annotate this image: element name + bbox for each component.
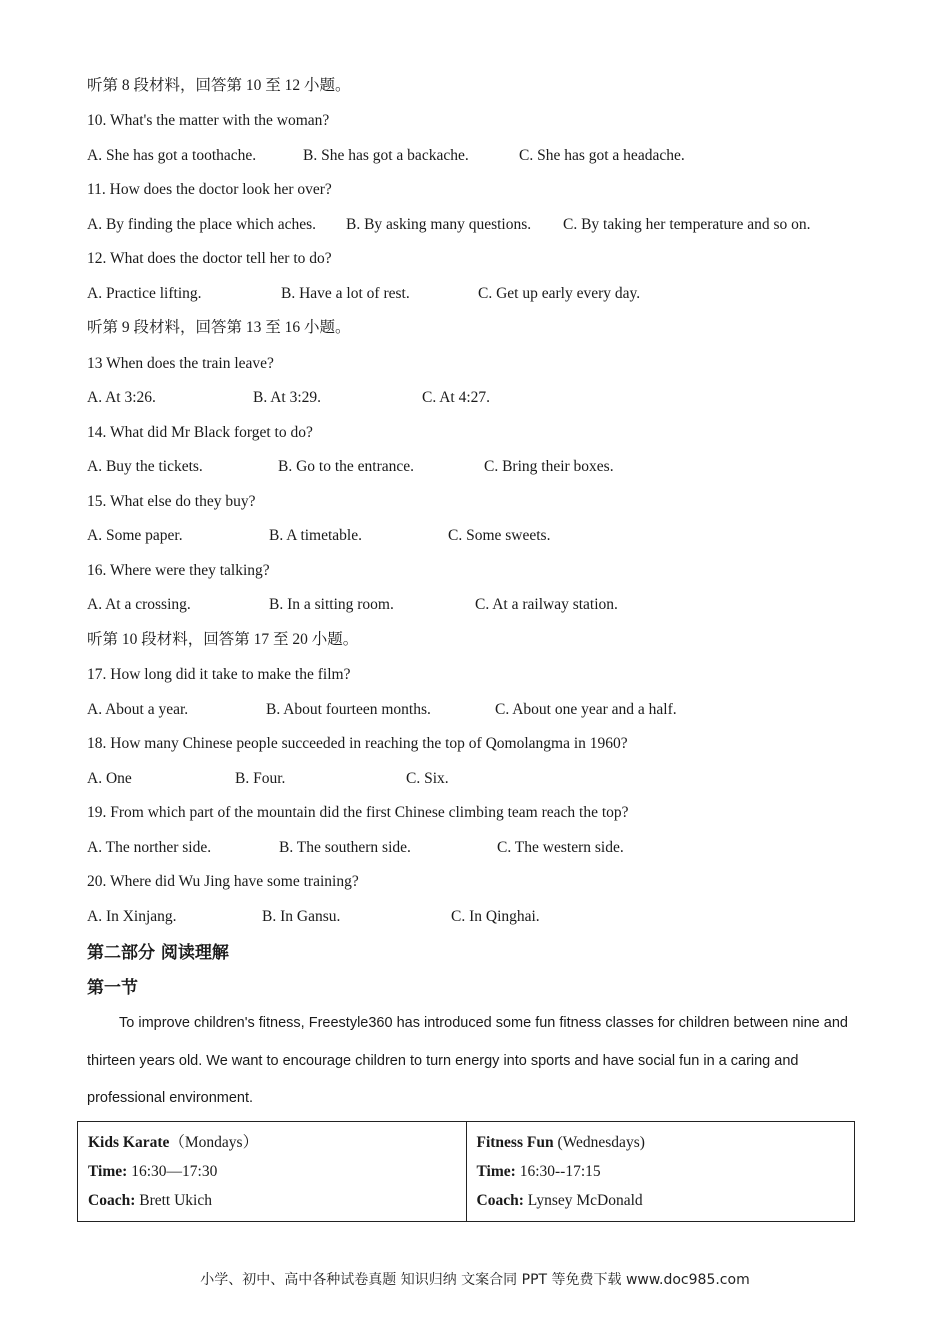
option-c: C. Get up early every day. [478,285,641,302]
option-a: A. Some paper. [87,527,183,544]
part-2-title: 第二部分 阅读理解 [87,943,229,963]
option-c: C. At a railway station. [475,596,618,613]
section-8-header: 听第 8 段材料，回答第 10 至 12 小题。 [87,77,351,94]
option-a: A. At a crossing. [87,596,191,613]
kids-karate-cell [78,1122,467,1222]
option-b: B. She has got a backache. [303,147,469,164]
option-a: A. In Xinjang. [87,908,177,925]
option-b: B. Four. [235,770,286,787]
class-coach: Brett Ukich [135,1192,212,1209]
page-footer: 小学、初中、高中各种试卷真题 知识归纳 文案合同 PPT 等免费下载 www.doc985.com [200,1272,750,1288]
option-c: C. At 4:27. [422,389,491,406]
classes-table [77,1121,855,1222]
question-12-stem: 12. What does the doctor tell her to do? [87,250,332,267]
question-14-stem: 14. What did Mr Black forget to do? [87,424,313,441]
class-time: 16:30—17:30 [127,1163,218,1180]
question-11-stem: 11. How does the doctor look her over? [87,181,332,198]
class-name: Kids Karate [88,1134,170,1151]
question-20-stem: 20. Where did Wu Jing have some training? [87,873,359,890]
option-c: C. About one year and a half. [495,701,677,718]
question-19-stem: 19. From which part of the mountain did the first Chinese climbing team reach the top? [87,804,629,821]
option-c: C. Six. [406,770,449,787]
coach-label: Coach: [476,1192,524,1209]
option-b: B. The southern side. [279,839,411,856]
coach-label: Coach: [88,1192,136,1209]
option-b: B. About fourteen months. [266,701,431,718]
option-a: A. By finding the place which aches. [87,216,316,233]
question-10-stem: 10. What's the matter with the woman? [87,112,330,129]
option-b: B. Have a lot of rest. [281,285,410,302]
option-a: A. At 3:26. [87,389,156,406]
question-13-stem: 13 When does the train leave? [87,355,274,372]
section-1-title: 第一节 [87,978,138,998]
intro-paragraph: To improve children's fitness, Freestyle360 has introduced some fun fitness classes for children between nine and thirteen years old. We want to encourage children to turn energy into sports and have social fun in a caring and professional environment. [87,1015,848,1106]
option-c: C. By taking her temperature and so on. [563,216,811,233]
option-b: B. In Gansu. [262,908,341,925]
option-c: C. She has got a headache. [519,147,685,164]
option-b: B. Go to the entrance. [278,458,415,475]
option-a: A. Buy the tickets. [87,458,203,475]
option-c: C. Bring their boxes. [484,458,614,475]
class-day: (Wednesdays) [553,1134,645,1151]
time-label: Time: [88,1163,128,1180]
question-18-stem: 18. How many Chinese people succeeded in reaching the top of Qomolangma in 1960? [87,735,628,752]
class-name: Fitness Fun [476,1134,554,1151]
option-a: A. One [87,770,132,787]
option-a: A. The norther side. [87,839,212,856]
class-time: 16:30--17:15 [515,1163,601,1180]
question-17-stem: 17. How long did it take to make the film? [87,666,351,683]
option-b: B. A timetable. [269,527,362,544]
option-a: A. Practice lifting. [87,285,202,302]
option-a: A. About a year. [87,701,189,718]
option-b: B. By asking many questions. [346,216,532,233]
question-16-stem: 16. Where were they talking? [87,562,270,579]
time-label: Time: [476,1163,516,1180]
section-9-header: 听第 9 段材料，回答第 13 至 16 小题。 [87,319,351,336]
option-b: B. At 3:29. [253,389,322,406]
option-c: C. Some sweets. [448,527,551,544]
option-c: C. In Qinghai. [451,908,540,925]
class-day: （Mondays） [169,1134,259,1151]
fitness-fun-cell [466,1122,855,1222]
question-15-stem: 15. What else do they buy? [87,493,256,510]
option-b: B. In a sitting room. [269,596,394,613]
option-c: C. The western side. [497,839,624,856]
option-a: A. She has got a toothache. [87,147,257,164]
section-10-header: 听第 10 段材料，回答第 17 至 20 小题。 [87,631,359,648]
class-coach: Lynsey McDonald [523,1192,643,1209]
